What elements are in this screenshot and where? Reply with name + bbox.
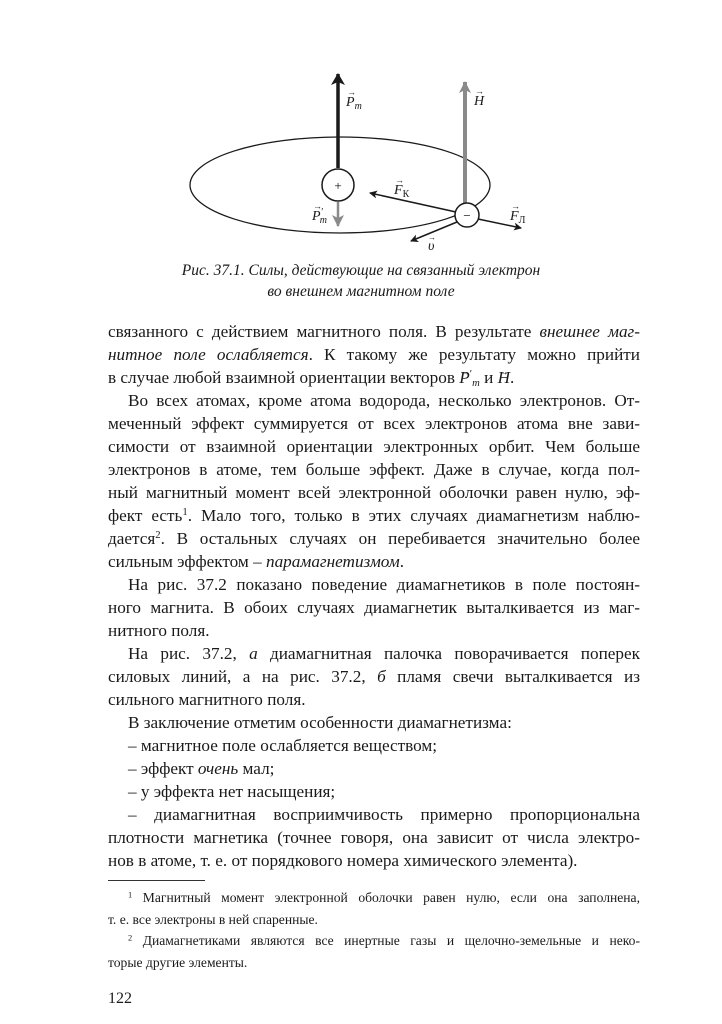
- text-line: [108, 389, 640, 412]
- body-text: [108, 320, 640, 872]
- text-run: .: [510, 368, 515, 387]
- fk-label: $F_К$: [394, 183, 410, 200]
- vector-arrow-mark: →: [347, 87, 356, 97]
- electron-minus-sign: −: [463, 208, 471, 223]
- text-run: силовых линий, а на рис. 37.2,: [108, 667, 378, 686]
- superscript: 2: [155, 530, 161, 542]
- text-run: В заключение отметим особенности диамагнетизма:: [128, 713, 512, 732]
- text-run: .: [399, 552, 405, 571]
- fl-label: $F_Л$: [510, 209, 526, 226]
- text-run: мал;: [238, 759, 275, 778]
- h-label: H: [474, 94, 485, 109]
- text-run: меченный эффект суммируется от всех электронов атома вне зави-: [108, 414, 640, 433]
- text-run: ный магнитный момент всей электронной оболочки равен нулю, эф-: [108, 483, 640, 502]
- text-run: фект есть: [108, 506, 183, 525]
- text-run: диамагнитная палочка поворачивается поперек: [257, 644, 640, 663]
- text-run: – магнитное поле ослабляется веществом;: [128, 736, 438, 755]
- text-run: пламя свечи выталкивается из: [385, 667, 640, 686]
- footnote-line: [108, 909, 640, 931]
- text-run: плотности магнетика (точнее говоря, она зависит от числа электро-: [108, 828, 640, 847]
- text-line: [108, 596, 640, 619]
- text-run: сильным эффектом –: [108, 552, 266, 571]
- text-run: ного магнита. В обоих случаях диамагнетик выталкивается из маг-: [108, 598, 640, 617]
- footnote-line: [108, 952, 640, 974]
- text-run: т. е. все электроны в ней спаренные.: [108, 911, 318, 927]
- superscript: 1: [182, 507, 188, 519]
- text-line: [108, 711, 640, 734]
- text-line: [108, 734, 640, 757]
- italic-text: парамагнетизмом: [265, 552, 400, 571]
- text-line: [108, 343, 640, 366]
- text-line: [108, 573, 640, 596]
- text-run: связанного с действием магнитного поля. В результате: [108, 322, 540, 341]
- italic-text: б: [377, 667, 386, 686]
- text-run: – диамагнитная восприимчивость примерно пропорциональна: [128, 805, 640, 824]
- text-line: [108, 527, 640, 550]
- italic-text: внешнее маг-: [539, 322, 640, 341]
- italic-text: очень: [197, 759, 239, 778]
- pm-prime-label: P′ m: [312, 207, 327, 226]
- superscript: 2: [128, 932, 133, 943]
- text-run: нитного поля.: [108, 621, 210, 640]
- footnote-line: [108, 930, 640, 952]
- page-number: 122: [108, 990, 132, 1007]
- footnotes: [108, 887, 640, 973]
- figure-caption-line-1: Рис. 37.1. Силы, действующие на связанный электрон: [181, 262, 541, 279]
- text-line: [108, 366, 640, 389]
- text-line: [108, 619, 640, 642]
- footnote-divider: [108, 880, 205, 881]
- text-line: [108, 320, 640, 343]
- text-run: дается: [108, 529, 156, 548]
- text-line: [108, 757, 640, 780]
- fk-force-arrow: [370, 193, 456, 212]
- text-run: в случае любой взаимной ориентации векторов: [108, 368, 460, 387]
- text-line: [108, 826, 640, 849]
- subscript: m: [472, 378, 480, 390]
- vector-arrow-mark: →: [313, 201, 322, 211]
- text-run: – эффект: [128, 759, 198, 778]
- velocity-label: υ: [428, 239, 435, 254]
- text-line: [108, 780, 640, 803]
- text-run: На рис. 37.2 показано поведение диамагнетиков в поле постоян-: [128, 575, 640, 594]
- nucleus-plus-sign: +: [334, 178, 342, 193]
- text-run: . К такому же результату можно прийти: [308, 345, 640, 364]
- text-run: и: [479, 368, 498, 387]
- text-line: [108, 642, 640, 665]
- text-run: . Мало того, только в этих случаях диамагнетизм наблю-: [187, 506, 640, 525]
- text-line: [108, 412, 640, 435]
- figure-caption-line-2: во внешнем магнитном поле: [267, 283, 455, 300]
- text-line: [108, 803, 640, 826]
- text-run: Во всех атомах, кроме атома водорода, несколько электронов. От-: [128, 391, 640, 410]
- superscript: ′: [469, 369, 473, 381]
- text-run: симости от взаимной ориентации электронных орбит. Чем больше: [108, 437, 640, 456]
- text-line: [108, 688, 640, 711]
- text-run: . В остальных случаях он перебивается значительно более: [160, 529, 640, 548]
- vector-symbol: → P: [459, 368, 470, 387]
- vector-arrow-mark: →: [511, 201, 520, 211]
- vector-arrow-mark: →: [428, 233, 436, 242]
- text-run: торые другие элементы.: [108, 954, 248, 970]
- italic-text: а: [249, 644, 258, 663]
- text-line: [108, 665, 640, 688]
- text-line: [108, 550, 640, 573]
- pm-label: $P_m$: [346, 95, 362, 112]
- text-run: – у эффекта нет насыщения;: [128, 782, 336, 801]
- text-line: [108, 849, 640, 872]
- text-line: [108, 435, 640, 458]
- text-run: нов в атоме, т. е. от порядкового номера химического элемента).: [108, 851, 578, 870]
- text-run: электронов в атоме, тем больше эффект. Даже в случае, когда пол-: [108, 460, 640, 479]
- vector-symbol: → H: [498, 368, 510, 387]
- footnote-line: [108, 887, 640, 909]
- text-run: Магнитный момент электронной оболочки равен нулю, если она заполнена,: [132, 890, 640, 905]
- text-run: сильного магнитного поля.: [108, 690, 306, 709]
- text-line: [108, 504, 640, 527]
- text-line: [108, 458, 640, 481]
- italic-text: нитное поле ослабляется: [108, 345, 309, 364]
- text-line: [108, 481, 640, 504]
- superscript: 1: [128, 889, 133, 900]
- text-run: Диамагнетиками являются все инертные газы и щелочно-земельные и неко-: [132, 933, 640, 948]
- vector-arrow-mark: →: [395, 175, 404, 185]
- vector-arrow-mark: →: [475, 86, 484, 96]
- text-run: На рис. 37.2,: [128, 644, 250, 663]
